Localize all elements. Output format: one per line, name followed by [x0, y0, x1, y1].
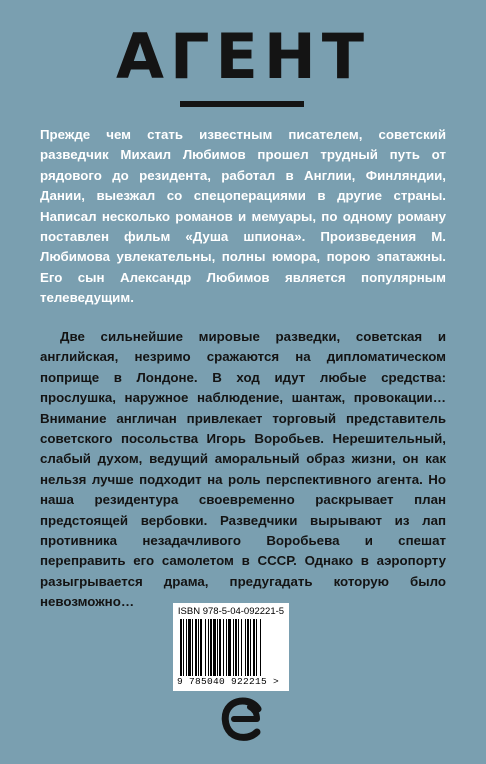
barcode-bar: [200, 619, 202, 676]
barcode-bar: [198, 619, 199, 676]
barcode-bar: [192, 619, 193, 676]
barcode-bar: [210, 619, 212, 676]
title-underline: [180, 101, 304, 107]
barcode-bars: [179, 619, 283, 676]
isbn-number: ISBN 978-5-04-092221-5: [177, 606, 285, 617]
barcode-bar: [186, 619, 187, 676]
barcode-bar: [253, 619, 255, 676]
barcode-bar: [223, 619, 224, 676]
barcode-label: [173, 603, 289, 691]
barcode-bar: [260, 619, 261, 676]
barcode-bar: [250, 619, 251, 676]
barcode-bar: [228, 619, 231, 676]
barcode-bar: [188, 619, 191, 676]
barcode-bar: [245, 619, 246, 676]
barcode-bar: [219, 619, 221, 676]
barcode-bar: [235, 619, 237, 676]
barcode-bar: [256, 619, 257, 676]
eksmo-logo-icon: [220, 695, 266, 741]
barcode-bar: [180, 619, 182, 676]
book-title: АГЕНТ: [115, 20, 371, 93]
barcode-bar: [233, 619, 234, 676]
barcode-bar: [241, 619, 242, 676]
barcode-bar: [208, 619, 209, 676]
barcode-bar: [213, 619, 216, 676]
author-blurb: Прежде чем стать известным писателем, советский разведчик Михаил Любимов прошел трудный путь от рядового до резидента, работал в Англии, Финляндии, Дании, выезжал со спецоперациями в другие страны. Написал несколько романов и мемуары, по одному роману поставлен фильм «Душа шпиона». Произведения М. Любимова увлекательны, полны юмора, порою эпатажны. Его сын Александр Любимов является популярным телеведущим.: [40, 127, 446, 306]
barcode-bar: [247, 619, 249, 676]
book-synopsis: Две сильнейшие мировые разведки, советская и английская, незримо сражаются на дипломатическом поприще в Лондоне. В ход идут любые средства: прослушка, наружное наблюдение, шантаж, провокации… Внимание англичан привлекает торговый представитель советского посольства Игорь Воробьев. Нерешительный, слабый духом, ведущий аморальный образ жизни, он как нельзя лучше подходит на роль перспективного агента. Но наша резидентура своевременно раскрывает план предстоящей вербовки. Разведчики вырывают из лап противника незадачливого Воробьева и спешат переправить его самолетом в СССР. Однако в аэропорту разыгрывается драма, предугадать которую было невозможно…: [40, 329, 446, 610]
barcode-bar: [217, 619, 218, 676]
barcode-bar: [226, 619, 227, 676]
barcode-bar: [205, 619, 206, 676]
barcode-digits: 9 785040 922215 >: [177, 676, 280, 687]
barcode-bar: [183, 619, 184, 676]
barcode-bar: [195, 619, 197, 676]
barcode-bar: [238, 619, 239, 676]
